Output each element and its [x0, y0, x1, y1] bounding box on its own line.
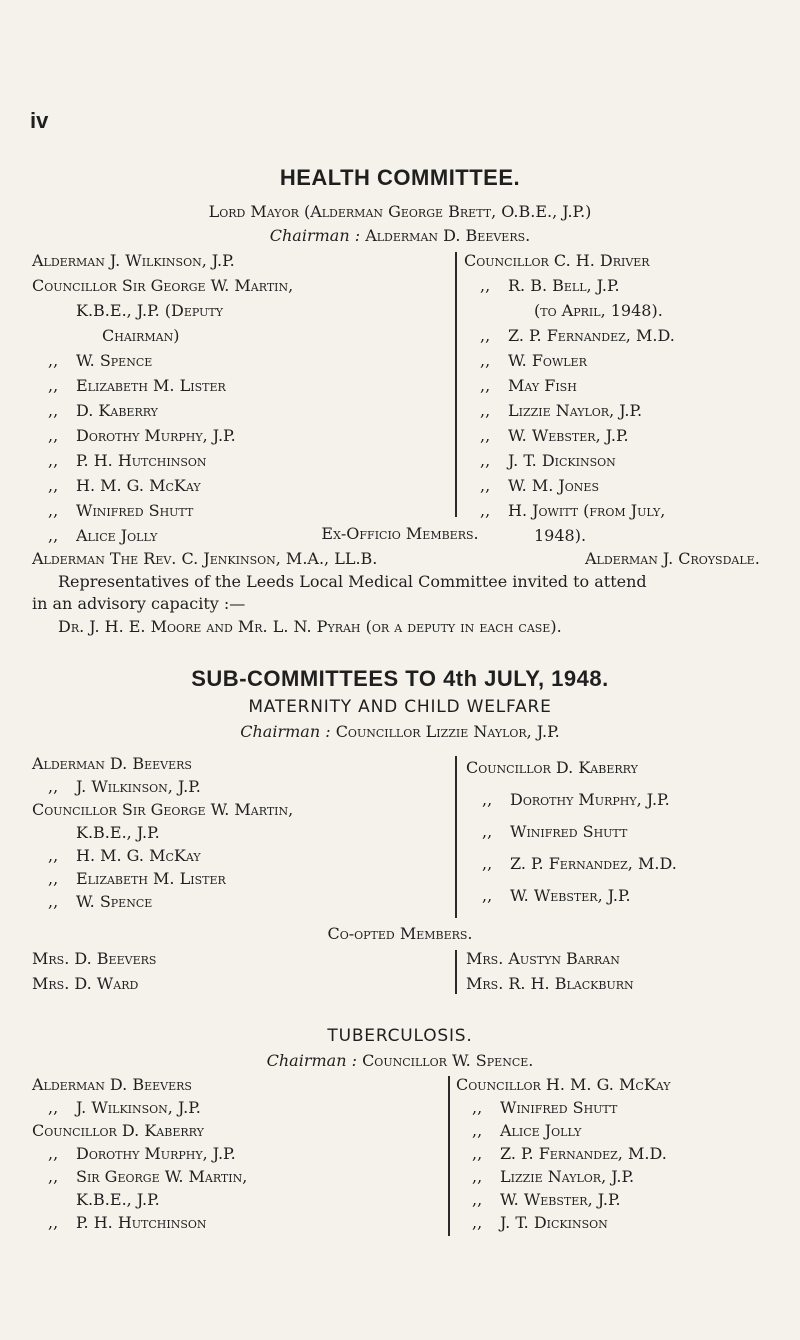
member: ,, Z. P. Fernandez, M.D.	[466, 848, 677, 880]
ditto-mark: ,,	[48, 869, 59, 888]
member: ,, Z. P. Fernandez, M.D.	[464, 323, 675, 348]
ditto-mark: ,,	[480, 451, 491, 470]
health-chairman-line	[0, 226, 800, 245]
coopted-title: Co-opted Members.	[327, 924, 473, 943]
member: ,, W. Webster, J.P.	[456, 1188, 671, 1211]
ditto-mark: ,,	[48, 351, 59, 370]
maternity-chairman-line	[0, 722, 800, 741]
column-divider	[455, 756, 457, 918]
ditto-mark: ,,	[48, 1213, 59, 1232]
ex-officio-right: Alderman J. Croysdale.	[585, 549, 760, 568]
member: ,, Winifred Shutt	[456, 1096, 671, 1119]
ditto-mark: ,,	[472, 1213, 483, 1232]
ditto-mark: ,,	[482, 886, 493, 905]
lord-mayor-line: Lord Mayor (Alderman George Brett, O.B.E., J.P.)	[208, 202, 592, 221]
member: ,, Z. P. Fernandez, M.D.	[456, 1142, 671, 1165]
ditto-mark: ,,	[48, 1167, 59, 1186]
member: Councillor D. Kaberry	[32, 1121, 204, 1140]
ditto-mark: ,,	[472, 1190, 483, 1209]
member: ,, Dorothy Murphy, J.P.	[32, 1142, 247, 1165]
ditto-mark: ,,	[482, 822, 493, 841]
member: ,, H. Jowitt (from July,	[464, 498, 675, 523]
ditto-mark: ,,	[48, 476, 59, 495]
member: Alderman J. Wilkinson, J.P.	[32, 251, 235, 270]
maternity-members-right	[466, 752, 677, 912]
member: ,, Elizabeth M. Lister	[32, 373, 293, 398]
member: ,, J. T. Dickinson	[456, 1211, 671, 1234]
member: Alderman D. Beevers	[32, 1075, 192, 1094]
member: ,, J. Wilkinson, J.P.	[32, 1096, 247, 1119]
column-divider	[455, 252, 457, 517]
ditto-mark: ,,	[48, 451, 59, 470]
member-note: 1948).	[534, 526, 587, 545]
member: ,, J. T. Dickinson	[464, 448, 675, 473]
member: Councillor D. Kaberry	[466, 758, 638, 777]
member: ,, J. Wilkinson, J.P.	[32, 775, 293, 798]
member: ,, Dorothy Murphy, J.P.	[466, 784, 677, 816]
member: ,, W. Webster, J.P.	[464, 423, 675, 448]
ditto-mark: ,,	[472, 1144, 483, 1163]
ditto-mark: ,,	[472, 1098, 483, 1117]
ex-officio-title: Ex-Officio Members.	[321, 524, 479, 543]
member: ,, W. Webster, J.P.	[466, 880, 677, 912]
member: ,, Lizzie Naylor, J.P.	[464, 398, 675, 423]
chairman-label: Chairman :	[266, 1051, 357, 1070]
chairman-name: Councillor W. Spence.	[362, 1051, 534, 1070]
member: ,, Winifred Shutt	[32, 498, 293, 523]
member: Alderman D. Beevers	[32, 754, 192, 773]
ditto-mark: ,,	[48, 401, 59, 420]
member: ,, R. B. Bell, J.P.	[464, 273, 675, 298]
member: ,, Winifred Shutt	[466, 816, 677, 848]
member: ,, Lizzie Naylor, J.P.	[456, 1165, 671, 1188]
member: ,, Alice Jolly	[32, 523, 293, 548]
member: Mrs. D. Beevers	[32, 949, 157, 968]
coopted-left	[32, 946, 156, 996]
page-number: iv	[30, 108, 49, 133]
representatives-line-1: Representatives of the Leeds Local Medical Committee invited to attend	[58, 572, 647, 591]
ditto-mark: ,,	[480, 326, 491, 345]
health-committee-title: HEALTH COMMITTEE.	[279, 165, 521, 190]
member: ,, W. Fowler	[464, 348, 675, 373]
ditto-mark: ,,	[480, 476, 491, 495]
ex-officio-left: Alderman The Rev. C. Jenkinson, M.A., LL.B.	[32, 549, 378, 568]
member: ,, W. M. Jones	[464, 473, 675, 498]
ditto-mark: ,,	[48, 1098, 59, 1117]
ditto-mark: ,,	[482, 790, 493, 809]
chairman-label: Chairman :	[240, 722, 331, 741]
ditto-mark: ,,	[480, 401, 491, 420]
member: Councillor Sir George W. Martin,	[32, 276, 294, 295]
member: ,, W. Spence	[32, 348, 293, 373]
member: ,, D. Kaberry	[32, 398, 293, 423]
tuberculosis-members-left	[32, 1073, 247, 1234]
tuberculosis-members-right	[456, 1073, 671, 1234]
maternity-members-left	[32, 752, 293, 913]
member: Mrs. Austyn Barran	[466, 949, 620, 968]
member: ,, May Fish	[464, 373, 675, 398]
member-note: (to April, 1948).	[534, 301, 663, 320]
tuberculosis-title: TUBERCULOSIS.	[327, 1026, 473, 1046]
member-continuation: Chairman)	[102, 326, 180, 345]
chairman-name: Councillor Lizzie Naylor, J.P.	[335, 722, 560, 741]
ditto-mark: ,,	[48, 892, 59, 911]
member: ,, P. H. Hutchinson	[32, 1211, 247, 1234]
chairman-label: Chairman :	[269, 226, 361, 245]
column-divider	[448, 1076, 450, 1236]
ditto-mark: ,,	[480, 426, 491, 445]
member: ,, H. M. G. McKay	[32, 844, 293, 867]
member: Councillor H. M. G. McKay	[456, 1075, 671, 1094]
ditto-mark: ,,	[472, 1121, 483, 1140]
ditto-mark: ,,	[480, 351, 491, 370]
ditto-mark: ,,	[480, 501, 491, 520]
ditto-mark: ,,	[480, 276, 491, 295]
member-continuation: K.B.E., J.P.	[76, 823, 160, 842]
member: Mrs. R. H. Blackburn	[466, 974, 634, 993]
member: ,, Dorothy Murphy, J.P.	[32, 423, 293, 448]
member: Mrs. D. Ward	[32, 974, 139, 993]
ditto-mark: ,,	[482, 854, 493, 873]
sub-committees-title: SUB-COMMITTEES TO 4th JULY, 1948.	[191, 666, 609, 691]
member: ,, W. Spence	[32, 890, 293, 913]
representatives-line-2: in an advisory capacity :—	[32, 594, 246, 613]
member: ,, Alice Jolly	[456, 1119, 671, 1142]
tuberculosis-chairman-line	[0, 1051, 800, 1070]
health-members-right	[464, 248, 675, 548]
column-divider	[455, 950, 457, 994]
member: ,, Sir George W. Martin,	[32, 1165, 247, 1188]
ditto-mark: ,,	[48, 501, 59, 520]
ditto-mark: ,,	[48, 526, 59, 545]
member: Councillor Sir George W. Martin,	[32, 800, 294, 819]
coopted-right	[466, 946, 634, 996]
ditto-mark: ,,	[48, 777, 59, 796]
member: Councillor C. H. Driver	[464, 251, 650, 270]
member: ,, P. H. Hutchinson	[32, 448, 293, 473]
member: ,, H. M. G. McKay	[32, 473, 293, 498]
maternity-title: MATERNITY AND CHILD WELFARE	[248, 697, 552, 717]
representatives-line-3: Dr. J. H. E. Moore and Mr. L. N. Pyrah (or a deputy in each case).	[58, 617, 562, 636]
ditto-mark: ,,	[480, 376, 491, 395]
ditto-mark: ,,	[472, 1167, 483, 1186]
ditto-mark: ,,	[48, 376, 59, 395]
chairman-name: Alderman D. Beevers.	[365, 226, 531, 245]
ditto-mark: ,,	[48, 846, 59, 865]
member-continuation: K.B.E., J.P.	[76, 1190, 160, 1209]
ditto-mark: ,,	[48, 1144, 59, 1163]
health-members-left	[32, 248, 293, 548]
member-continuation: K.B.E., J.P. (Deputy	[76, 301, 223, 320]
ditto-mark: ,,	[48, 426, 59, 445]
member: ,, Elizabeth M. Lister	[32, 867, 293, 890]
